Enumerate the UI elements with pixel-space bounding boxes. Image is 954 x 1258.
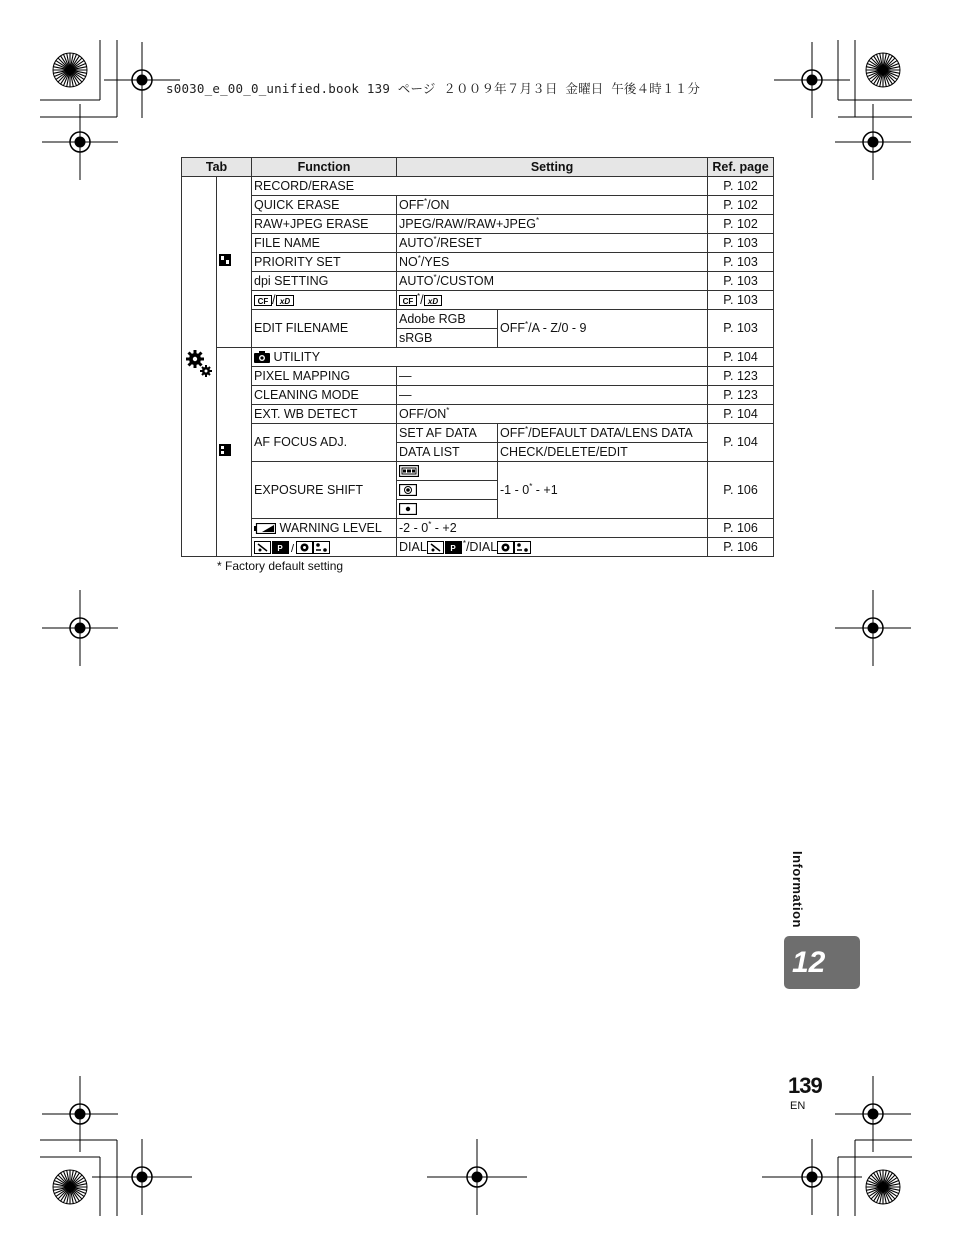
svg-text:xD: xD	[279, 296, 290, 306]
setting-cell	[397, 234, 708, 253]
ref-page: P. 103	[708, 253, 774, 272]
ref-page: P. 103	[708, 234, 774, 253]
utility-tab-icon	[219, 444, 231, 456]
setting-text: /YES	[420, 254, 450, 269]
ref-page: P. 123	[708, 386, 774, 405]
table-row	[182, 234, 774, 253]
default-mark: *	[433, 272, 437, 282]
chapter-tab	[784, 936, 860, 989]
setting-text: OFF	[500, 321, 526, 335]
ref-page: P. 102	[708, 215, 774, 234]
table-row	[182, 519, 774, 538]
sub-setting-cell: sRGB	[397, 329, 498, 348]
sub-setting-cell: SET AF DATA	[397, 424, 498, 443]
setting-text: /DEFAULT DATA/LENS DATA	[528, 425, 693, 440]
section-label: Information	[790, 851, 805, 928]
function-cell: EXT. WB DETECT	[252, 405, 397, 424]
function-cell: PRIORITY SET	[252, 253, 397, 272]
sub-setting-cell	[397, 500, 498, 519]
setting-text: -1 - 0	[500, 482, 530, 497]
setting-cell	[397, 538, 708, 557]
utility-title-text: UTILITY	[273, 349, 321, 364]
default-mark: *	[433, 234, 437, 244]
setting-text: OFF	[500, 425, 526, 440]
dial-front-icon	[427, 541, 463, 554]
setting-text: OFF/ON	[399, 406, 447, 421]
function-cell	[252, 538, 397, 557]
svg-text:P: P	[277, 543, 283, 553]
ref-page: P. 102	[708, 196, 774, 215]
default-mark: *	[529, 481, 533, 491]
table-row	[182, 348, 774, 367]
setting-cell	[498, 310, 708, 348]
setting-text: AUTO	[399, 235, 434, 250]
battery-icon	[254, 523, 276, 534]
ref-page: P. 104	[708, 348, 774, 367]
setting-text: OFF	[399, 197, 425, 212]
setting-cell	[397, 405, 708, 424]
setting-text: DIAL	[399, 539, 427, 554]
ref-page: P. 103	[708, 291, 774, 310]
function-cell: AF FOCUS ADJ.	[252, 424, 397, 462]
function-cell: QUICK ERASE	[252, 196, 397, 215]
page-language: EN	[790, 1100, 806, 1112]
table-header-row	[182, 158, 774, 177]
sub-setting-cell: Adobe RGB	[397, 310, 498, 329]
default-mark: *	[446, 405, 450, 415]
table-row	[182, 310, 774, 329]
function-cell: EDIT FILENAME	[252, 310, 397, 348]
ref-page: P. 106	[708, 519, 774, 538]
function-cell: PIXEL MAPPING	[252, 367, 397, 386]
cf-card-icon	[399, 295, 417, 306]
function-cell: FILE NAME	[252, 234, 397, 253]
default-mark: *	[462, 538, 466, 548]
svg-text:CF: CF	[257, 296, 269, 306]
ref-page: P. 104	[708, 405, 774, 424]
table-row	[182, 215, 774, 234]
default-mark: *	[417, 291, 421, 301]
setting-text: - +2	[431, 520, 457, 535]
setting-text: -2 - 0	[399, 520, 429, 535]
ref-page: P. 103	[708, 310, 774, 348]
svg-text:CF: CF	[402, 296, 414, 306]
default-mark: *	[535, 215, 540, 225]
ref-page: P. 106	[708, 538, 774, 557]
ref-page: P. 102	[708, 177, 774, 196]
page-number: 139	[788, 1073, 822, 1098]
tab-utility	[217, 348, 252, 557]
setting-cell: —	[397, 386, 708, 405]
setting-cell: —	[397, 367, 708, 386]
xd-card-icon	[276, 295, 294, 306]
setting-cell	[397, 215, 708, 234]
function-cell: EXPOSURE SHIFT	[252, 462, 397, 519]
setting-text: /A - Z/0 - 9	[528, 321, 587, 335]
table-row	[182, 196, 774, 215]
ref-page: P. 106	[708, 462, 774, 519]
default-mark: *	[417, 253, 421, 263]
default-mark: *	[428, 519, 432, 529]
setting-text: NO	[399, 254, 418, 269]
spot-metering-icon	[399, 503, 417, 515]
table-row	[182, 386, 774, 405]
function-cell-card: CF / xD	[252, 291, 397, 310]
sub-setting-cell	[397, 481, 498, 500]
col-ref: Ref. page	[708, 158, 774, 177]
setting-cell	[498, 462, 708, 519]
table-row	[182, 177, 774, 196]
function-text: WARNING LEVEL	[279, 520, 382, 535]
setting-text: /ON	[427, 197, 450, 212]
ref-page: P. 103	[708, 272, 774, 291]
table-row	[182, 462, 774, 481]
record-erase-title: RECORD/ERASE	[252, 177, 708, 196]
default-mark: *	[424, 196, 428, 206]
setting-cell	[397, 196, 708, 215]
table-row	[182, 424, 774, 443]
svg-text:/: /	[291, 542, 295, 554]
book-header: s0030_e_00_0_unified.book 139 ページ ２００９年７月３日 金曜日 午後４時１１分	[166, 81, 701, 96]
dial-mode-icon	[254, 541, 330, 554]
table-row	[182, 538, 774, 557]
table-row	[182, 367, 774, 386]
default-mark: *	[525, 320, 529, 329]
cf-card-icon	[254, 295, 272, 306]
setting-text: JPEG/RAW/RAW+JPEG	[399, 216, 536, 231]
col-tab: Tab	[182, 158, 252, 177]
gear-icon	[184, 349, 214, 379]
setting-cell	[498, 424, 708, 443]
custom-menu-tab	[182, 177, 217, 557]
center-weighted-metering-icon	[399, 484, 417, 496]
setting-text: /DIAL	[465, 539, 498, 554]
table-row	[182, 272, 774, 291]
tab-record-erase	[217, 177, 252, 348]
dial-rear-icon	[497, 541, 531, 554]
sub-setting-cell	[397, 462, 498, 481]
xd-card-icon	[424, 295, 442, 306]
utility-title	[252, 348, 708, 367]
settings-table	[181, 157, 774, 557]
default-mark: *	[525, 424, 529, 434]
ref-page: P. 104	[708, 424, 774, 462]
setting-cell	[397, 519, 708, 538]
setting-cell: CHECK/DELETE/EDIT	[498, 443, 708, 462]
setting-text: /CUSTOM	[436, 273, 495, 288]
function-cell: dpi SETTING	[252, 272, 397, 291]
setting-cell	[397, 253, 708, 272]
record-erase-tab-icon	[219, 254, 231, 266]
svg-text:P: P	[450, 543, 456, 553]
ref-page: P. 123	[708, 367, 774, 386]
camera-icon	[254, 351, 270, 363]
col-function: Function	[252, 158, 397, 177]
setting-cell	[397, 272, 708, 291]
svg-text:xD: xD	[427, 296, 438, 306]
setting-text: /RESET	[436, 235, 482, 250]
table-row	[182, 291, 774, 310]
function-cell	[252, 519, 397, 538]
col-setting: Setting	[397, 158, 708, 177]
function-cell: RAW+JPEG ERASE	[252, 215, 397, 234]
chapter-number: 12	[792, 946, 826, 979]
setting-text: - +1	[532, 482, 558, 497]
setting-cell-card: CF */ xD	[397, 291, 708, 310]
footnote: * Factory default setting	[217, 559, 344, 573]
setting-text: AUTO	[399, 273, 434, 288]
table-row	[182, 405, 774, 424]
sub-setting-cell: DATA LIST	[397, 443, 498, 462]
function-cell: CLEANING MODE	[252, 386, 397, 405]
table-row	[182, 253, 774, 272]
ese-metering-icon	[399, 465, 419, 477]
